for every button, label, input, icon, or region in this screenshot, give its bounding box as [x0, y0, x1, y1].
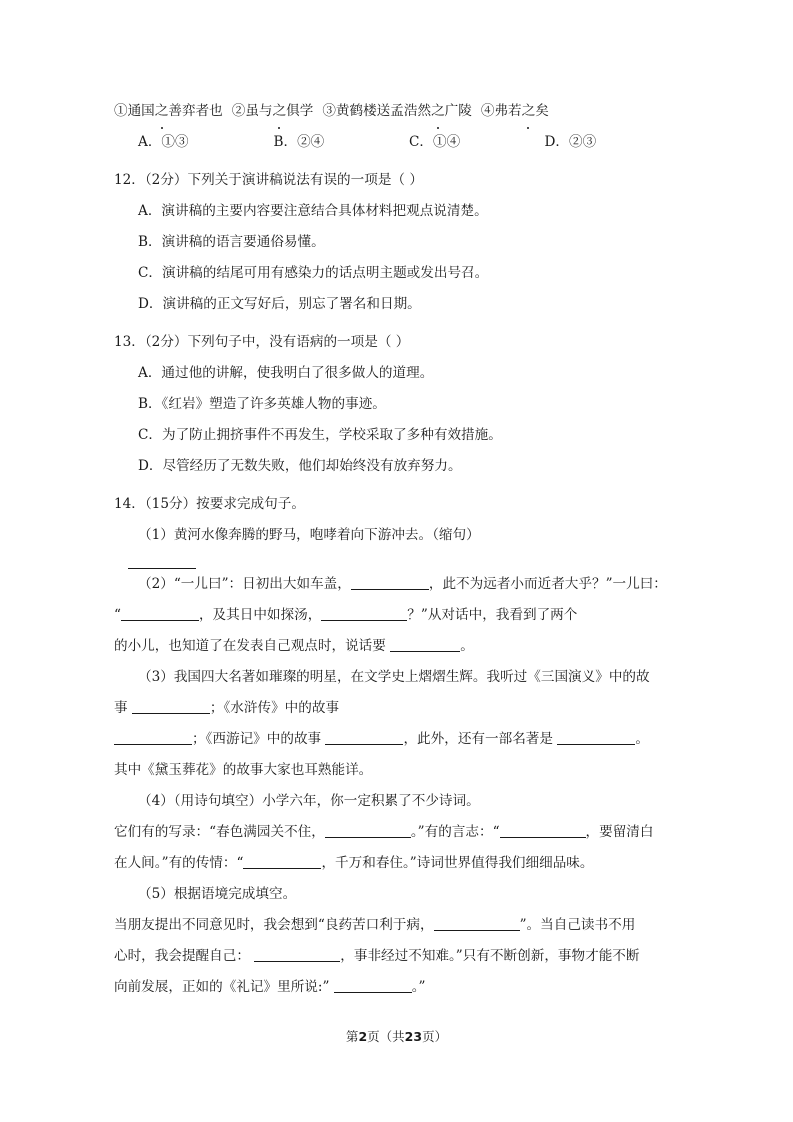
emphasis-dot-char-1: 之	[155, 96, 169, 127]
choice-option-c[interactable]	[409, 127, 545, 158]
page-footer	[0, 1027, 793, 1045]
answer-blank-14-3-a[interactable]	[132, 699, 210, 714]
stem-marker-2: ②	[231, 103, 246, 119]
choice-label-a: A．	[138, 134, 162, 150]
stem-items-row	[114, 96, 680, 127]
stem-text-2b: 俱学	[286, 103, 314, 119]
question-14-part-2-line-1	[114, 569, 680, 600]
question-14-part-1: （1）黄河水像奔腾的野马，咆哮着向下游冲去。（缩句）	[138, 527, 480, 543]
footer-total-pages: 23	[404, 1029, 423, 1044]
footer-page-number: 2	[358, 1029, 368, 1044]
question-14-part-5-line-4	[114, 972, 680, 1003]
choice-option-d[interactable]	[545, 127, 681, 158]
answer-blank-14-1[interactable]	[128, 553, 196, 569]
page-content	[114, 96, 680, 1003]
stem-item-3	[322, 103, 472, 119]
answer-blank-14-3-d[interactable]	[557, 730, 635, 745]
question-14-part-4-line-2	[114, 817, 680, 848]
q14-p2-text-e: ？”从对话中，我看到了两个	[407, 607, 578, 623]
answer-blank-14-4-b[interactable]	[500, 823, 586, 838]
choice-option-a[interactable]	[138, 127, 274, 158]
footer-prefix: 第	[345, 1029, 359, 1044]
stem-text-3a: 黄鹤楼送孟浩然	[335, 103, 432, 119]
question-14-part-2-line-2	[114, 600, 680, 631]
q14-p5-text-g: 。”	[411, 979, 426, 995]
question-12-stem: 12．（2分）下列关于演讲稿说法有误的一项是（ ）	[114, 172, 423, 188]
q14-p2-text-a: （2）“一儿曰”：日初出大如车盖，	[138, 576, 351, 592]
question-14-part-3-line-1: （3）我国四大名著如璀璨的明星，在文学史上熠熠生辉。我听过《三国演义》中的故	[138, 669, 650, 685]
question-14-part-4-line-3	[114, 848, 680, 879]
choice-value-b: ②④	[297, 134, 325, 150]
footer-middle: 页（共	[367, 1029, 405, 1044]
question-14-part-3-line-2	[114, 693, 680, 724]
question-14-part-5-line-2	[114, 910, 680, 941]
answer-blank-14-5-b[interactable]	[254, 947, 340, 962]
emphasis-dot-char-2: 之	[273, 96, 287, 127]
stem-marker-4: ④	[480, 103, 495, 119]
stem-item-4	[481, 103, 549, 119]
stem-text-1a: 通国	[127, 103, 155, 119]
question-14-part-2-line-3	[114, 631, 680, 662]
stem-text-4b: 矣	[535, 103, 549, 119]
stem-text-1b: 善弈者也	[168, 103, 223, 119]
emphasis-dot-char-4: 之	[522, 96, 536, 127]
q14-p2-text-f: 的小儿，也知道了在发表自己观点时，说话要	[114, 638, 386, 654]
q14-p3-text-d: ；《西游记》中的故事	[192, 731, 322, 747]
answer-blank-14-2-b[interactable]	[121, 606, 199, 621]
question-13-option-a[interactable]: A．通过他的讲解，使我明白了很多做人的道理。	[138, 365, 434, 381]
q14-p5-text-c: ”。当自己读书不用	[519, 917, 636, 933]
question-13-option-b[interactable]: B．《红岩》塑造了许多英雄人物的事迹。	[138, 396, 386, 412]
answer-blank-14-2-a[interactable]	[351, 575, 429, 590]
answer-blank-14-5-c[interactable]	[334, 978, 412, 993]
q14-p2-quote-open: “	[114, 607, 121, 623]
question-14-stem: 14．（15分）按要求完成句子。	[114, 496, 305, 512]
question-14-part-3-line-4: 其中《黛玉葬花》的故事大家也耳熟能详。	[114, 762, 373, 778]
question-12-option-b[interactable]: B．演讲稿的语言要通俗易懂。	[138, 234, 325, 250]
question-14-part-4-line-1: （4）（用诗句填空）小学六年，你一定积累了不少诗词。	[138, 793, 480, 809]
q14-p3-text-f: 。	[635, 731, 649, 747]
stem-item-1	[114, 103, 223, 119]
q14-p4-text-c: 。”有的言志：“	[410, 824, 500, 840]
answer-blank-14-3-c[interactable]	[325, 730, 403, 745]
q14-p5-text-b: 当朋友提出不同意见时，我会想到“良药苦口利于病，	[114, 917, 434, 933]
answer-blank-14-2-d[interactable]	[390, 637, 460, 652]
q14-p3-text-b: 事	[114, 700, 128, 716]
q14-p2-text-g: 。	[460, 638, 474, 654]
q14-p4-text-d: ，要留清白	[585, 824, 654, 840]
choice-strip	[114, 127, 680, 158]
question-12-option-a[interactable]: A．演讲稿的主要内容要注意结合具体材料把观点说清楚。	[138, 203, 488, 219]
stem-text-4a: 弗若	[494, 103, 522, 119]
answer-blank-14-2-c[interactable]	[321, 606, 407, 621]
q14-p4-text-b: 它们有的写录：“春色满园关不住，	[114, 824, 325, 840]
choice-option-b[interactable]	[274, 127, 410, 158]
choice-value-c: ①④	[433, 134, 461, 150]
q14-p5-text-e: ，事非经过不知难。”只有不断创新，事物才能不断	[340, 948, 640, 964]
question-14-part-5-line-1: （5）根据语境完成填空。	[138, 886, 297, 902]
stem-marker-1: ①	[114, 103, 128, 119]
answer-blank-14-4-c[interactable]	[243, 854, 321, 869]
choice-value-d: ②③	[569, 134, 597, 150]
question-13-option-c[interactable]: C．为了防止拥挤事件不再发生，学校采取了多种有效措施。	[138, 427, 502, 443]
question-12-option-d[interactable]: D．演讲稿的正文写好后，别忘了署名和日期。	[138, 296, 421, 312]
answer-blank-14-4-a[interactable]	[325, 823, 411, 838]
answer-blank-14-5-a[interactable]	[434, 916, 520, 931]
q14-p4-text-f: ，千万和春住。”诗词世界值得我们细细品味。	[321, 855, 594, 871]
q14-p4-text-e: 在人间。”有的传情：“	[114, 855, 244, 871]
q14-p3-text-c: ；《水浒传》中的故事	[209, 700, 340, 716]
emphasis-dot-char-3: 之	[431, 96, 445, 127]
question-13-stem: 13．（2分）下列句子中，没有语病的一项是（ ）	[114, 334, 410, 350]
q14-p2-text-b: ，此不为远者小而近者大乎？”一儿曰：	[428, 576, 667, 592]
question-14-part-3-line-3	[114, 724, 680, 755]
q14-p2-text-d: ，及其日中如探汤，	[198, 607, 322, 623]
choice-label-c: C．	[409, 134, 433, 150]
stem-text-2a: 虽与	[245, 103, 273, 119]
q14-p3-text-e: ，此外，还有一部名著是	[403, 731, 553, 747]
question-14-part-5-line-3	[114, 941, 680, 972]
stem-item-2	[232, 103, 314, 119]
stem-text-3b: 广陵	[444, 103, 472, 119]
stem-marker-3: ③	[322, 103, 336, 119]
question-12-option-c[interactable]: C．演讲稿的结尾可用有感染力的话点明主题或发出号召。	[138, 265, 489, 281]
q14-p5-text-d: 心时，我会提醒自己：	[114, 948, 250, 964]
choice-label-d: D．	[544, 134, 569, 150]
answer-blank-14-3-b[interactable]	[114, 730, 192, 745]
q14-p5-text-f: 向前发展，正如的《礼记》里所说:”	[114, 979, 330, 995]
question-13-option-d[interactable]: D．尽管经历了无数失败，他们却始终没有放弃努力。	[138, 458, 462, 474]
choice-value-a: ①③	[161, 134, 189, 150]
choice-label-b: B．	[273, 134, 298, 150]
footer-suffix: 页）	[422, 1029, 448, 1044]
